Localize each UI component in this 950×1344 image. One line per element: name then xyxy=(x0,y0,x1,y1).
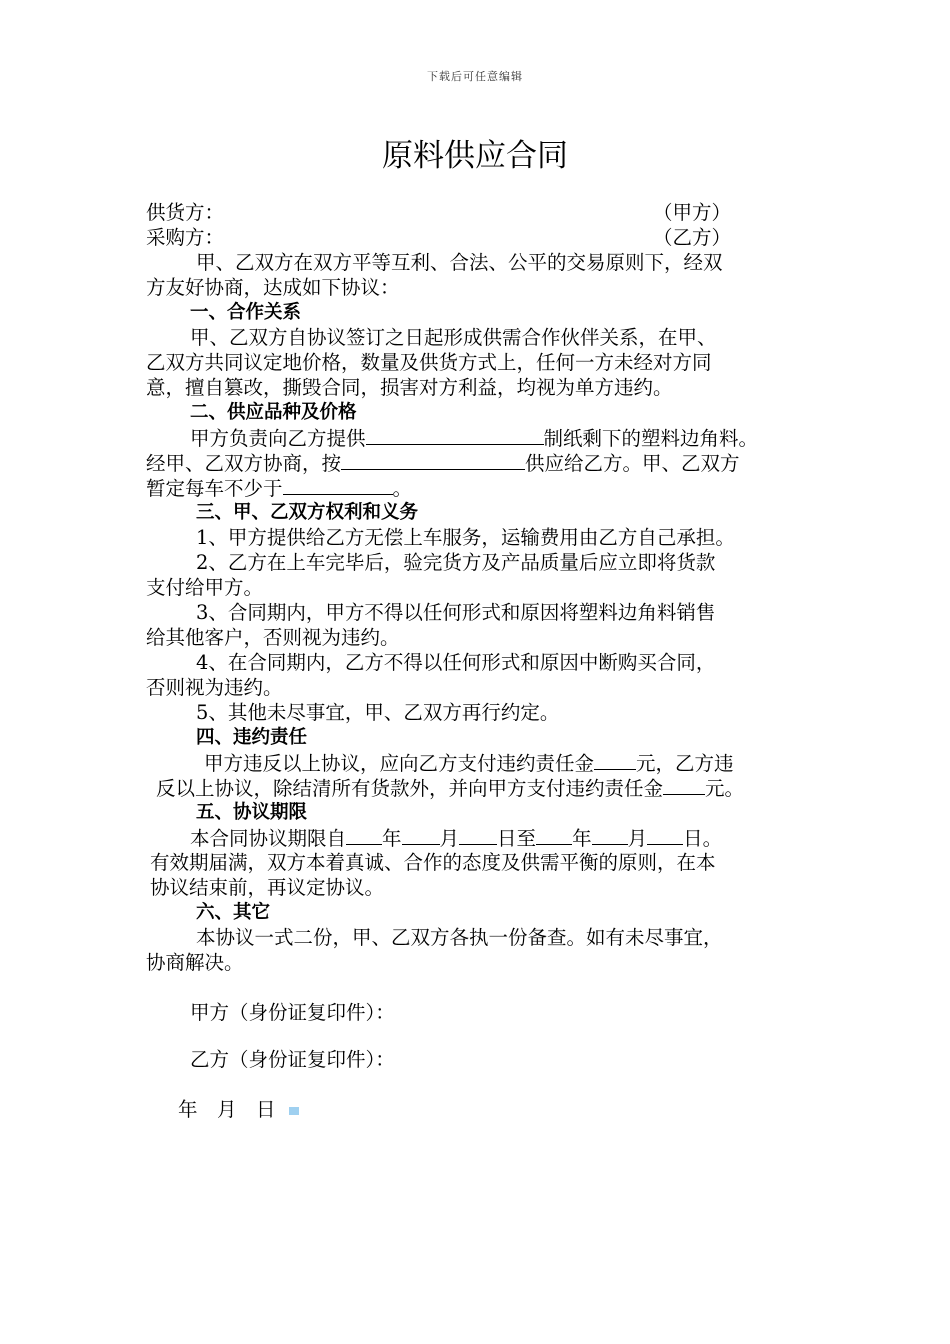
section-text: 意，擅自篡改，撕毁合同，损害对方利益，均视为单方违约。 xyxy=(146,376,673,399)
section-text: 甲、乙双方自协议签订之日起形成供需合作伙伴关系，在甲、 xyxy=(190,326,717,349)
blank-field xyxy=(647,825,683,845)
signature-party-a: 甲方（身份证复印件）： xyxy=(190,1001,395,1024)
section-text xyxy=(190,425,758,451)
text-segment: 月 xyxy=(439,827,460,850)
blank-field xyxy=(663,775,705,795)
section-text: 有效期届满，双方本着真诚、合作的态度及供需平衡的原则，在本 xyxy=(150,851,716,874)
section-text xyxy=(156,775,744,801)
intro-line: 甲、乙双方在双方平等互利、合法、公平的交易原则下，经双 xyxy=(196,251,723,274)
blank-field xyxy=(283,475,393,495)
text-segment: 甲方负责向乙方提供 xyxy=(190,427,366,450)
text-segment: 供应给乙方。甲、乙双方 xyxy=(525,452,740,475)
section-text: 协议结束前，再议定协议。 xyxy=(150,876,385,899)
buyer-role: （乙方） xyxy=(653,226,732,249)
text-segment: 反以上协议，除结清所有货款外，并向甲方支付违约责任金 xyxy=(156,777,664,800)
section-text: 1、甲方提供给乙方无偿上车服务，运输费用由乙方自己承担。 xyxy=(196,526,735,549)
section-heading: 六、其它 xyxy=(196,902,271,923)
section-text xyxy=(190,825,722,851)
blank-field xyxy=(366,425,544,445)
blank-field xyxy=(402,825,440,845)
section-text: 乙双方共同议定地价格，数量及供货方式上，任何一方未经对方同 xyxy=(146,351,712,374)
section-text: 本协议一式二份，甲、乙双方各执一份备查。如有未尽事宜， xyxy=(196,926,723,949)
text-segment: 日。 xyxy=(683,827,723,850)
supplier-role: （甲方） xyxy=(653,201,732,224)
section-text xyxy=(146,475,412,501)
text-segment: 。 xyxy=(392,477,413,500)
section-text xyxy=(146,450,740,476)
section-text: 5、其他未尽事宜，甲、乙双方再行约定。 xyxy=(196,701,560,724)
text-segment: 经甲、乙双方协商，按 xyxy=(146,452,342,475)
section-text: 3、合同期内，甲方不得以任何形式和原因将塑料边角料销售 xyxy=(196,601,716,624)
header-note: 下载后可任意编辑 xyxy=(427,70,523,83)
intro-line: 方友好协商，达成如下协议： xyxy=(146,276,400,299)
section-text: 否则视为违约。 xyxy=(146,676,283,699)
section-heading: 三、甲、乙双方权利和义务 xyxy=(196,502,419,523)
blank-field xyxy=(536,825,572,845)
text-segment: 年 xyxy=(382,827,402,850)
section-text: 给其他客户，否则视为违约。 xyxy=(146,626,400,649)
blank-field xyxy=(594,750,636,770)
blank-field xyxy=(341,450,525,470)
text-segment: 日至 xyxy=(497,827,537,850)
text-segment: 月 xyxy=(627,827,648,850)
section-heading: 一、合作关系 xyxy=(190,302,302,323)
text-cursor-marker xyxy=(289,1107,299,1115)
section-text: 支付给甲方。 xyxy=(146,576,264,599)
text-segment: 元，乙方违 xyxy=(636,752,734,775)
text-segment: 制纸剩下的塑料边角料。 xyxy=(543,427,759,450)
document-title: 原料供应合同 xyxy=(382,138,568,174)
section-text: 4、在合同期内，乙方不得以任何形式和原因中断购买合同， xyxy=(196,651,716,674)
blank-field xyxy=(592,825,628,845)
text-segment: 暂定每车不少于 xyxy=(146,477,283,500)
text-segment: 年 xyxy=(572,827,592,850)
text-segment: 甲方违反以上协议，应向乙方支付违约责任金 xyxy=(204,752,595,775)
section-heading: 二、供应品种及价格 xyxy=(190,402,357,423)
signature-date: 年 月 日 xyxy=(178,1098,276,1121)
section-heading: 五、协议期限 xyxy=(196,802,308,823)
supplier-label: 供货方： xyxy=(146,201,225,224)
section-text: 2、乙方在上车完毕后，验完货方及产品质量后应立即将货款 xyxy=(196,551,716,574)
section-heading: 四、违约责任 xyxy=(196,727,308,748)
text-segment: 本合同协议期限自 xyxy=(190,827,347,850)
section-text xyxy=(204,750,734,776)
blank-field xyxy=(459,825,497,845)
blank-field xyxy=(346,825,382,845)
signature-party-b: 乙方（身份证复印件）： xyxy=(190,1048,395,1071)
text-segment: 元。 xyxy=(705,777,745,800)
buyer-label: 采购方： xyxy=(146,226,225,249)
section-text: 协商解决。 xyxy=(146,951,244,974)
